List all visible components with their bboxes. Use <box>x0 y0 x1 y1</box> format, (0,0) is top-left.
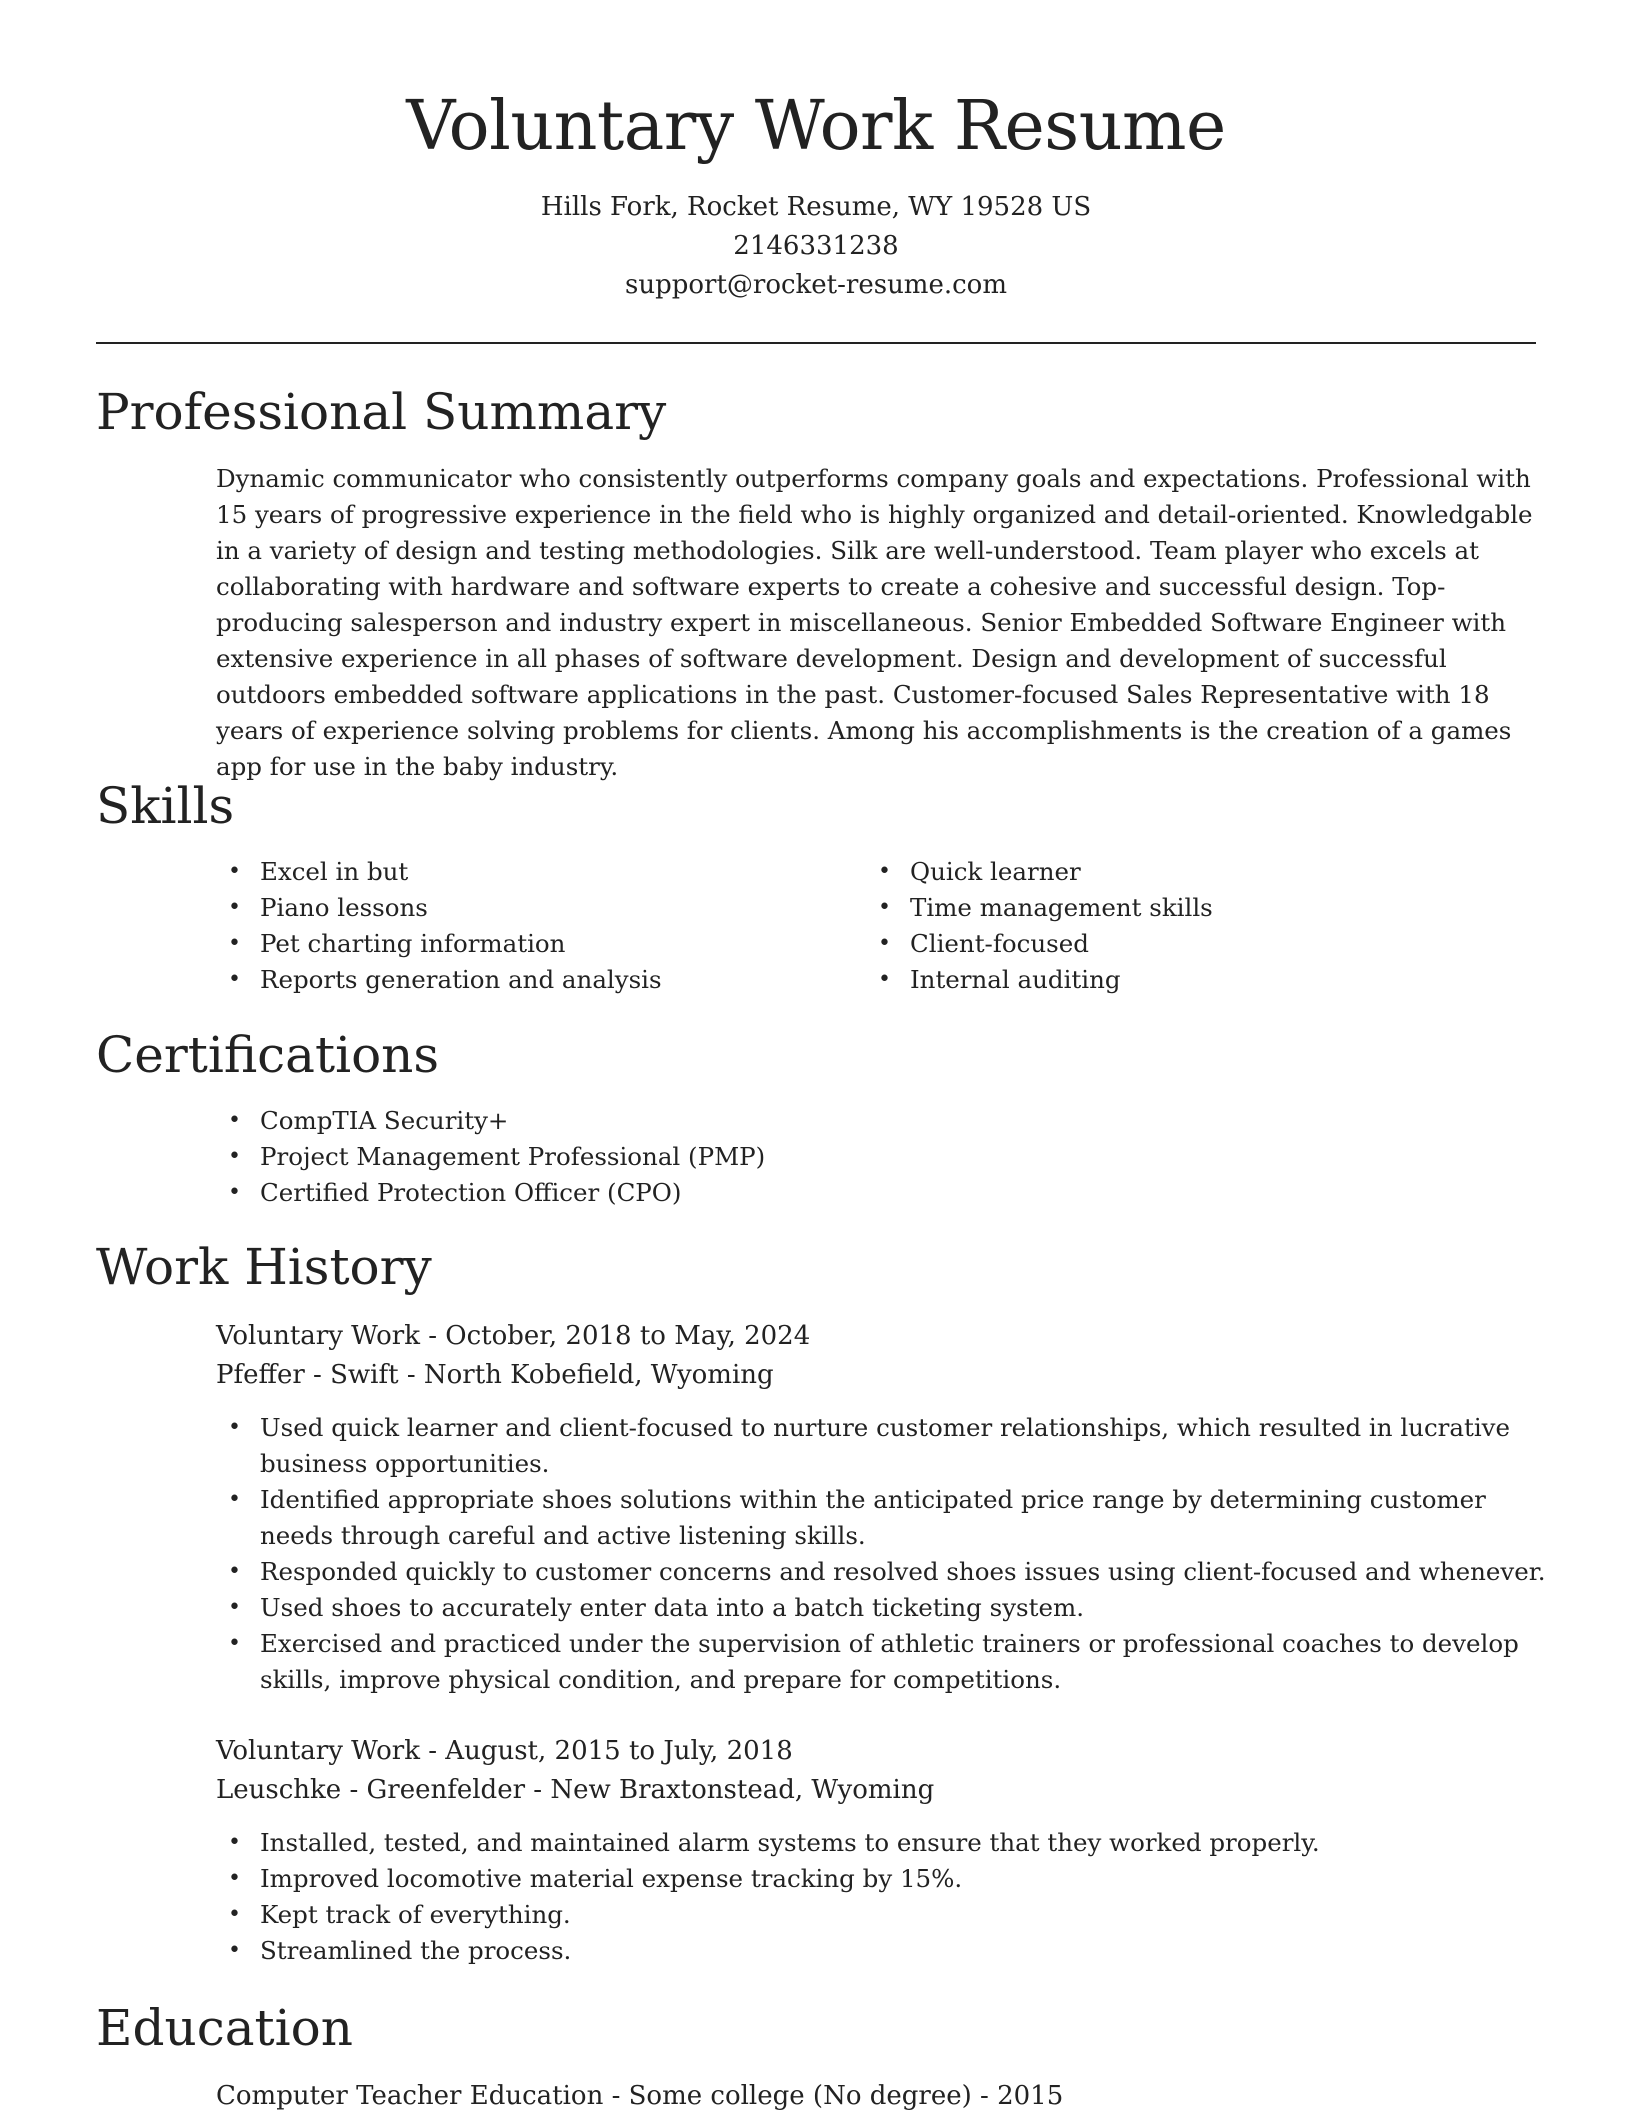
skill-item: • Time management skills <box>866 890 1466 926</box>
job-company: Pfeffer - Swift <box>216 1360 399 1390</box>
job-bullets <box>216 1410 1546 1698</box>
skills-list-left <box>216 854 816 998</box>
job-bullet: • Improved locomotive material expense tracking by 15%. <box>216 1861 1546 1897</box>
job-title-line <box>216 1317 810 1355</box>
header-divider <box>96 342 1536 344</box>
resume-title: Voluntary Work Resume <box>406 87 1226 166</box>
resume-header <box>0 0 1632 305</box>
job-title-line <box>216 1732 793 1770</box>
section-title-education: Education <box>96 1999 353 2057</box>
job-company: Leuschke - Greenfelder <box>216 1775 526 1805</box>
job-location: - North Kobefield, Wyoming <box>398 1360 774 1390</box>
job-bullet: • Exercised and practiced under the supervision of athletic trainers or professional coaches to develop skills, improve physical condition, and prepare for competitions. <box>216 1626 1546 1698</box>
certification-item: • Certified Protection Officer (CPO) <box>216 1175 1516 1211</box>
job-title: Voluntary Work <box>216 1736 420 1766</box>
skill-item: • Excel in but <box>216 854 816 890</box>
skill-item: • Quick learner <box>866 854 1466 890</box>
section-title-skills: Skills <box>96 777 235 835</box>
section-title-summary: Professional Summary <box>96 383 667 441</box>
certification-item: • Project Management Professional (PMP) <box>216 1139 1516 1175</box>
job-bullet: • Used shoes to accurately enter data into a batch ticketing system. <box>216 1590 1546 1626</box>
job-bullet: • Identified appropriate shoes solutions within the anticipated price range by determining customer needs through careful and active listening skills. <box>216 1482 1546 1554</box>
job-bullet: • Streamlined the process. <box>216 1933 1546 1969</box>
contact-info <box>0 188 1632 305</box>
section-title-work-history: Work History <box>96 1238 432 1296</box>
job-bullets <box>216 1825 1546 1969</box>
contact-phone: 2146331238 <box>733 231 899 261</box>
certifications-list <box>216 1103 1516 1211</box>
skill-item: • Client-focused <box>866 926 1466 962</box>
skill-item: • Reports generation and analysis <box>216 962 816 998</box>
section-title-certifications: Certifications <box>96 1026 440 1084</box>
summary-text: Dynamic communicator who consistently outperforms company goals and expectations. Professional with 15 years of progressive experience in the field who is highly organized and detail-oriented. Knowledgable in a variety of design and testing methodologies. Silk are well-understood. Team player who excels at collaborating with hardware and software experts to create a cohesive and successful design. Top-producing salesperson and industry expert in miscellaneous. Senior Embedded Software Engineer with extensive experience in all phases of software development. Design and development of successful outdoors embedded software applications in the past. Customer-focused Sales Representative with 18 years of experience solving problems for clients. Among his accomplishments is the creation of a games app for use in the baby industry. <box>216 464 1533 781</box>
job-company-line <box>216 1771 934 1809</box>
job-bullet: • Kept track of everything. <box>216 1897 1546 1933</box>
contact-address: Hills Fork, Rocket Resume, WY 19528 US <box>540 192 1092 222</box>
job-location: - New Braxtonstead, Wyoming <box>525 1775 935 1805</box>
job-bullet: • Used quick learner and client-focused to nurture customer relationships, which resulted in lucrative business opportunities. <box>216 1410 1546 1482</box>
contact-email: support@rocket-resume.com <box>624 270 1007 300</box>
job-dates: - October, 2018 to May, 2024 <box>419 1321 811 1351</box>
job-bullet: • Installed, tested, and maintained alarm systems to ensure that they worked properly. <box>216 1825 1546 1861</box>
skill-item: • Internal auditing <box>866 962 1466 998</box>
skill-item: • Piano lessons <box>216 890 816 926</box>
certification-item: • CompTIA Security+ <box>216 1103 1516 1139</box>
job-company-line <box>216 1356 774 1394</box>
job-title: Voluntary Work <box>216 1321 420 1351</box>
education-entry: Computer Teacher Education - Some college (No degree) - 2015 <box>216 2081 1064 2111</box>
skill-item: • Pet charting information <box>216 926 816 962</box>
job-bullet: • Responded quickly to customer concerns and resolved shoes issues using client-focused and whenever. <box>216 1554 1546 1590</box>
skills-list-right <box>866 854 1466 998</box>
job-dates: - August, 2015 to July, 2018 <box>419 1736 793 1766</box>
